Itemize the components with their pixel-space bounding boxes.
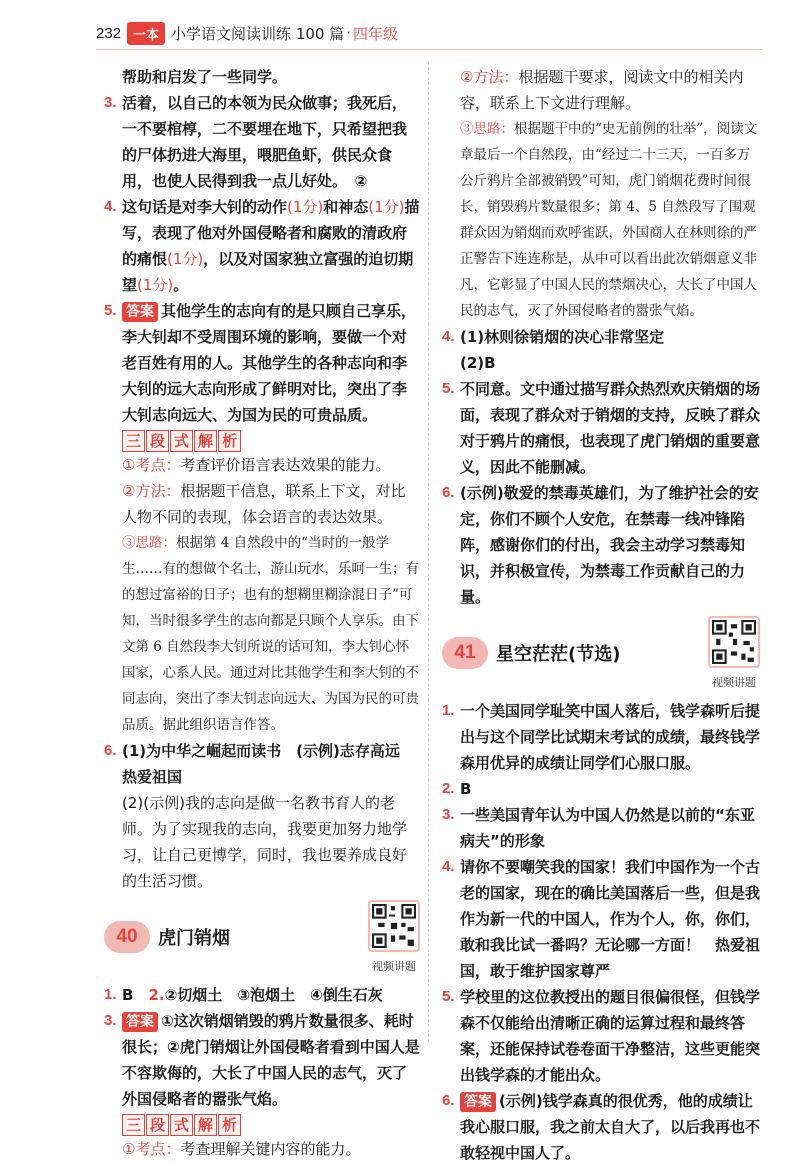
score-mark: (1分) xyxy=(368,198,405,216)
s40-answer-5: 5. 不同意。文中通过描写群众热烈欢庆销烟的场面，表现了群众对于销烟的支持，反映了群众对于鸦片的痛恨，也表现了虎门销烟的重要意义，因此不能删减。 xyxy=(442,380,761,476)
answer-5: 5. 答案 其他学生的志向有的是只顾自己享乐，李大钊却不受周围环境的影响，要做一个对老百姓有用的人。其他学生的各种志向和李大钊的远大志向形成了鲜明对比，突出了李大钊志向远大、为国为民的可贵品质。 xyxy=(104,302,417,424)
grade-label: 四年级 xyxy=(353,24,399,43)
s40-answer-3: 3. 答案 ①这次销烟销毁的鸦片数量很多、耗时很长；②虎门销烟让外国侵略者看到中国人是不容欺侮的，大长了中国人民的志气，灭了外国侵略者的嚣张气焰。 xyxy=(104,1012,420,1108)
s40-answer-1-2: 1. B 2.②切烟土 ③泡烟土 ④倒生石灰 xyxy=(104,986,383,1004)
title-separator: · xyxy=(346,24,351,42)
right-column xyxy=(442,64,760,1166)
section-number-badge: 41 xyxy=(442,637,488,669)
section-40-header xyxy=(104,900,420,974)
video-label: 视频讲题 xyxy=(712,676,756,689)
header-divider xyxy=(96,49,762,50)
video-qr[interactable] xyxy=(368,900,420,974)
s41-answer-3: 3. 一些美国青年认为中国人仍然是以前的“东亚病夫”的形象 xyxy=(442,806,755,850)
answer-4: 4. 这句话是对李大钊的动作(1分)和神态(1分)描写，表现了他对外国侵略者和腐败的清政府的痛恨(1分)，以及对国家独立富强的迫切期望(1分)。 xyxy=(104,198,420,294)
analysis-method: ②方法：根据题干信息，联系上下文，对比人物不同的表现，体会语言的表达效果。 xyxy=(122,482,406,526)
s40-answer-6: 6. (示例)敬爱的禁毒英雄们，为了维护社会的安定，你们不顾个人安危，在禁毒一线冲锋陷阵，感谢你们的付出，我会主动学习禁毒知识，并积极宣传，为禁毒工作贡献自己的力量。 xyxy=(442,484,759,606)
video-label: 视频讲题 xyxy=(372,960,416,973)
s41-answer-4: 4. 请你不要嘲笑我的国家！我们中国作为一个古老的国家，现在的确比美国落后一些，但是我作为新一代的中国人，作为个人，你，你们，敢和我比试一番吗？无论哪一方面！ 热爱祖国，敢于维护国家尊严 xyxy=(442,858,761,980)
analysis-reasoning: ③思路：根据第 4 自然段中的“当时的一般学生……有的想做个名士，游山玩水，乐呵一生；有的想过富裕的日子；也有的想糊里糊涂混日子”可知，当时很多学生的志向都是只顾个人享乐。由下文第 6 自然段李大钊所说的话可知，李大钊心怀国家，心系人民。通过对比其他学生和李大钊的不同志向，突出了李大钊志向远大、为国为民的可贵品质。据此组织语言作答。 xyxy=(122,535,419,733)
s41-answer-1: 1. 一个美国同学耻笑中国人落后，钱学森听后提出与这个同学比试期末考试的成绩，最终钱学森用优异的成绩让同学们心服口服。 xyxy=(442,702,761,772)
analysis-header: 三 段 式 解 析 xyxy=(104,1114,242,1136)
s41-answer-6: 6. 答案 (示例)钱学森真的很优秀，他的成绩让我心服口服，我之前太自大了，以后我再也不敢轻视中国人了。 xyxy=(442,1092,761,1162)
analysis-point: ①考点：考查理解关键内容的能力。 xyxy=(122,1140,361,1158)
page-header xyxy=(96,16,398,50)
qr-code-icon xyxy=(708,616,760,668)
answer-3: 3. 活着，以自己的本领为民众做事；我死后，一不要棺椁，二不要埋在地下，只希望把我的尸体扔进大海里，喂肥鱼虾，供民众食用，也使人民得到我一点儿好处。 ② xyxy=(104,94,408,190)
book-title: 小学语文阅读训练 100 篇 xyxy=(171,24,345,43)
section-title: 星空茫茫(节选) xyxy=(496,644,621,665)
analysis-header: 三 段 式 解 析 xyxy=(104,430,242,452)
analysis-point: ①考点：考查评价语言表达效果的能力。 xyxy=(122,456,391,474)
qr-code-icon xyxy=(368,900,420,952)
score-mark: (1分) xyxy=(167,250,204,268)
answer-tag: 答案 xyxy=(460,1092,496,1112)
analysis-reasoning: ③思路：根据题干中的“史无前例的壮举”，阅读文章最后一个自然段，由“经过二十三天，一百多万公斤鸦片全部被销毁”可知，虎门销烟花费时间很长，销毁鸦片数量很多；第 4、5 自然段写了围观群众因为销烟而欢呼雀跃，外国商人在林则徐的严正警告下连连称是，从中可以看出此次销烟意义非凡，它彰显了中国人民的禁烟决心，大长了中国人民的志气，灭了外国侵略者的嚣张气焰。 xyxy=(460,121,758,319)
answer-6-part2: (2)(示例)我的志向是做一名教书育人的老师。为了实现我的志向，我要更加努力地学习，让自己更博学，同时，我也要养成良好的生活习惯。 xyxy=(122,794,408,890)
analysis-method: ②方法：根据题干要求，阅读文中的相关内容，联系上下文进行理解。 xyxy=(460,68,744,112)
answer-continuation: 帮助和启发了一些同学。 xyxy=(122,68,288,86)
s40-answer-4-2: (2)B xyxy=(460,354,496,372)
page-number: 232 xyxy=(96,24,122,42)
answer-tag: 答案 xyxy=(122,302,158,322)
s41-answer-5: 5. 学校里的这位教授出的题目很偏很怪，但钱学森不仅能给出清晰正确的运算过程和最终答案，还能保持试卷卷面干净整洁，这些更能突出钱学森的才能出众。 xyxy=(442,988,761,1084)
score-mark: (1分) xyxy=(137,276,174,294)
s40-answer-4: 4. (1)林则徐销烟的决心非常坚定 xyxy=(442,328,665,346)
video-qr[interactable] xyxy=(708,616,760,690)
publisher-logo: 一本 xyxy=(127,22,165,45)
score-mark: (1分) xyxy=(287,198,324,216)
s41-answer-2: 2. B xyxy=(442,780,472,798)
answer-6-part1: 6. (1)为中华之崛起而读书 (示例)志存高远 热爱祖国 xyxy=(104,742,415,786)
section-title: 虎门销烟 xyxy=(158,928,230,949)
section-41-header xyxy=(442,616,760,690)
left-column xyxy=(104,64,420,1162)
column-divider xyxy=(428,62,429,1042)
answer-tag: 答案 xyxy=(122,1012,158,1032)
section-number-badge: 40 xyxy=(104,921,150,953)
